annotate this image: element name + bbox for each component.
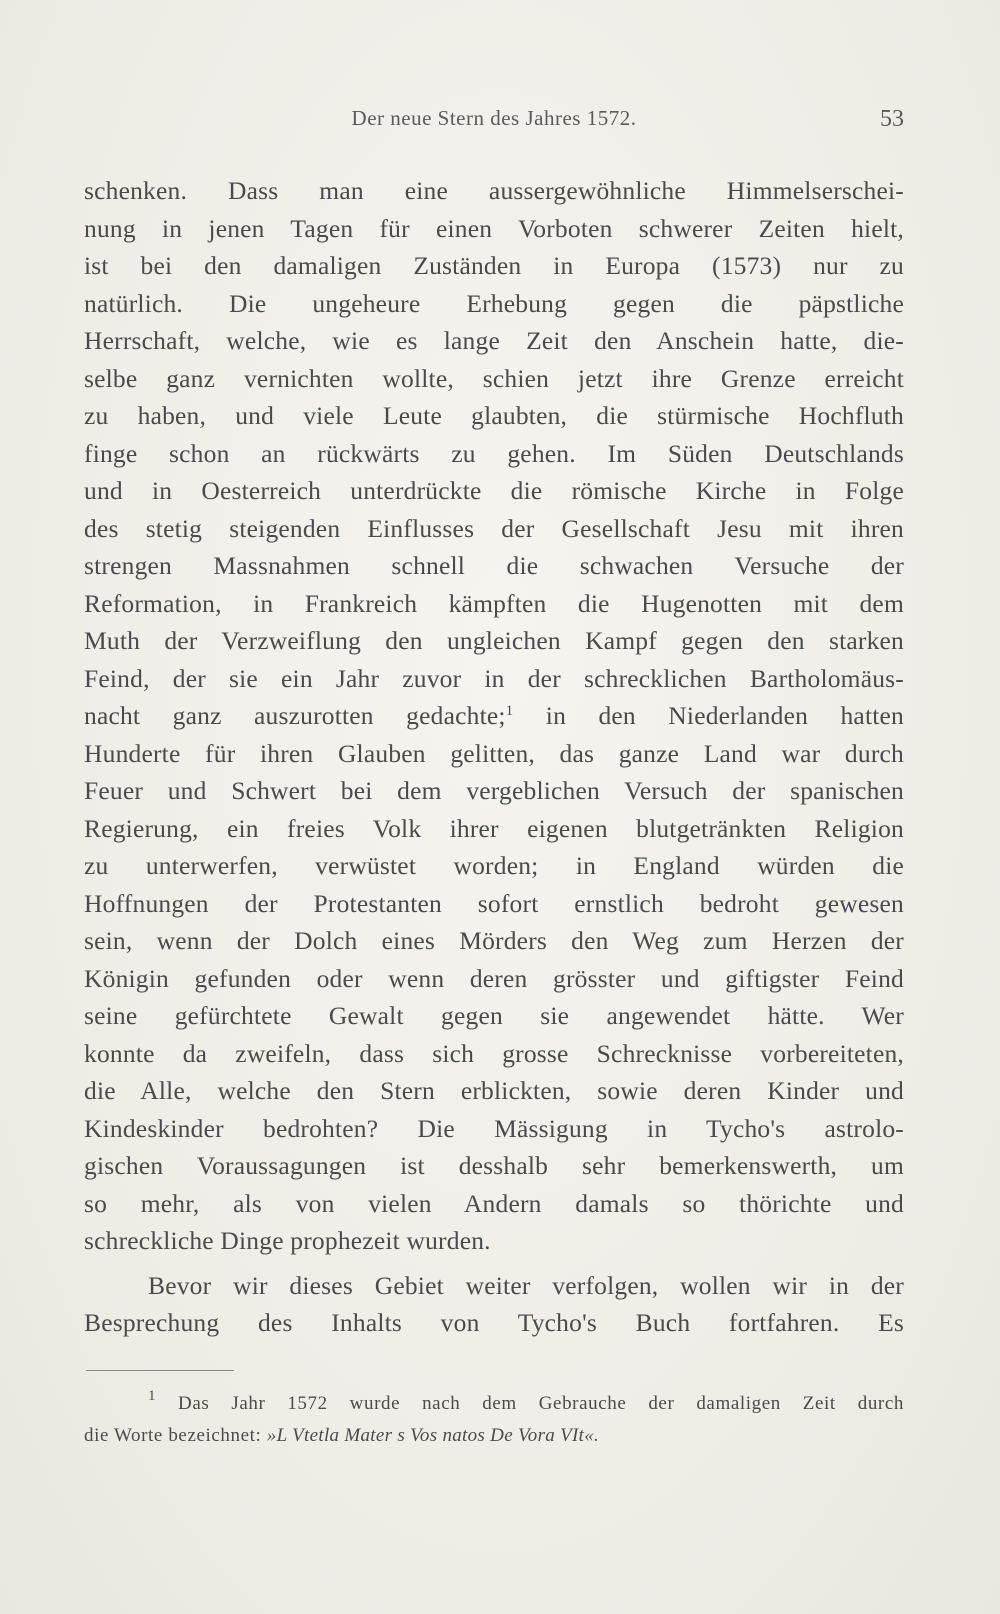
text-line: zu unterwerfen, verwüstet worden; in England würden die — [84, 851, 904, 880]
text-line: natürlich. Die ungeheure Erhebung gegen die päpstliche — [84, 288, 904, 318]
text-line: Herrschaft, welche, wie es lange Zeit den Anschein hatte, die- — [84, 326, 904, 355]
footnote-mark: 1 — [148, 1388, 157, 1404]
text-line: nung in jenen Tagen für einen Vorboten schwerer Zeiten hielt, — [84, 213, 904, 243]
text-line: sein, wenn der Dolch eines Mörders den Weg zum Herzen der — [84, 926, 904, 955]
text-line: des stetig steigenden Einflusses der Gesellschaft Jesu mit ihren — [84, 513, 904, 543]
text-line: schreckliche Dinge prophezeit wurden. — [84, 1226, 491, 1255]
text-line: Königin gefunden oder wenn deren grösster und giftigster Feind — [84, 963, 904, 993]
footnote-text: die Worte bezeichnet: — [84, 1425, 267, 1446]
paragraph-2 — [84, 1267, 904, 1342]
footnote-line — [84, 1388, 904, 1420]
text-line: Besprechung des Inhalts von Tycho's Buch fortfahren. Es — [84, 1308, 904, 1337]
running-title: Der neue Stern des Jahres 1572. — [351, 106, 637, 130]
text-line: Reformation, in Frankreich kämpften die Hugenotten mit dem — [84, 588, 904, 618]
text-line: ist bei den damaligen Zuständen in Europa (1573) nur zu — [84, 251, 904, 280]
text-line: die Alle, welche den Stern erblickten, sowie deren Kinder und — [84, 1076, 904, 1105]
text-line: selbe ganz vernichten wollte, schien jetzt ihre Grenze erreicht — [84, 363, 904, 393]
footnote-line — [84, 1420, 904, 1452]
footnote-chronogram: »L Vtetla Mater s Vos natos De Vora VIt«. — [266, 1425, 600, 1446]
text-line: Hunderte für ihren Glauben gelitten, das ganze Land war durch — [84, 738, 904, 768]
text-line: strengen Massnahmen schnell die schwachen Versuche der — [84, 551, 904, 580]
paragraph-1 — [84, 172, 904, 1260]
text-line: zu haben, und viele Leute glaubten, die stürmische Hochfluth — [84, 401, 904, 430]
footnote-text: Das Jahr 1572 wurde nach dem Gebrauche der damaligen Zeit durch — [178, 1393, 904, 1414]
text-line: konnte da zweifeln, dass sich grosse Schrecknisse vorbereiteten, — [84, 1038, 904, 1068]
text-line: finge schon an rückwärts zu gehen. Im Süden Deutschlands — [84, 438, 904, 468]
text-segment: nacht ganz auszurotten gedachte; — [84, 701, 506, 730]
text-line: Bevor wir dieses Gebiet weiter verfolgen, wollen wir in der — [148, 1270, 904, 1300]
page-header — [84, 106, 904, 142]
text-line: seine gefürchtete Gewalt gegen sie angewendet hätte. Wer — [84, 1001, 904, 1030]
footnote-reference[interactable]: 1 — [505, 703, 514, 719]
footnote — [84, 1388, 904, 1452]
text-line: so mehr, als von vielen Andern damals so thörichte und — [84, 1188, 904, 1218]
text-line: Hoffnungen der Protestanten sofort ernstlich bedroht gewesen — [84, 888, 904, 918]
page-number: 53 — [880, 106, 904, 132]
text-segment: in den Niederlanden hatten — [513, 701, 904, 730]
body-text — [84, 172, 904, 1342]
text-line: Feuer und Schwert bei dem vergeblichen Versuch der spanischen — [84, 776, 904, 805]
paragraph-gap — [84, 1260, 904, 1267]
text-line: schenken. Dass man eine aussergewöhnliche Himmelserschei- — [84, 176, 904, 205]
text-line: Feind, der sie ein Jahr zuvor in der schrecklichen Bartholomäus- — [84, 663, 904, 693]
text-line-with-footnote-ref — [84, 697, 904, 735]
text-line: Muth der Verzweiflung den ungleichen Kampf gegen den starken — [84, 626, 904, 655]
text-line: und in Oesterreich unterdrückte die römische Kirche in Folge — [84, 476, 904, 505]
text-line: Kindeskinder bedrohten? Die Mässigung in Tycho's astrolo- — [84, 1113, 904, 1143]
text-line: gischen Voraussagungen ist desshalb sehr bemerkenswerth, um — [84, 1151, 904, 1180]
footnote-divider — [86, 1370, 234, 1371]
text-line: Regierung, ein freies Volk ihrer eigenen blutgetränkten Religion — [84, 813, 904, 843]
